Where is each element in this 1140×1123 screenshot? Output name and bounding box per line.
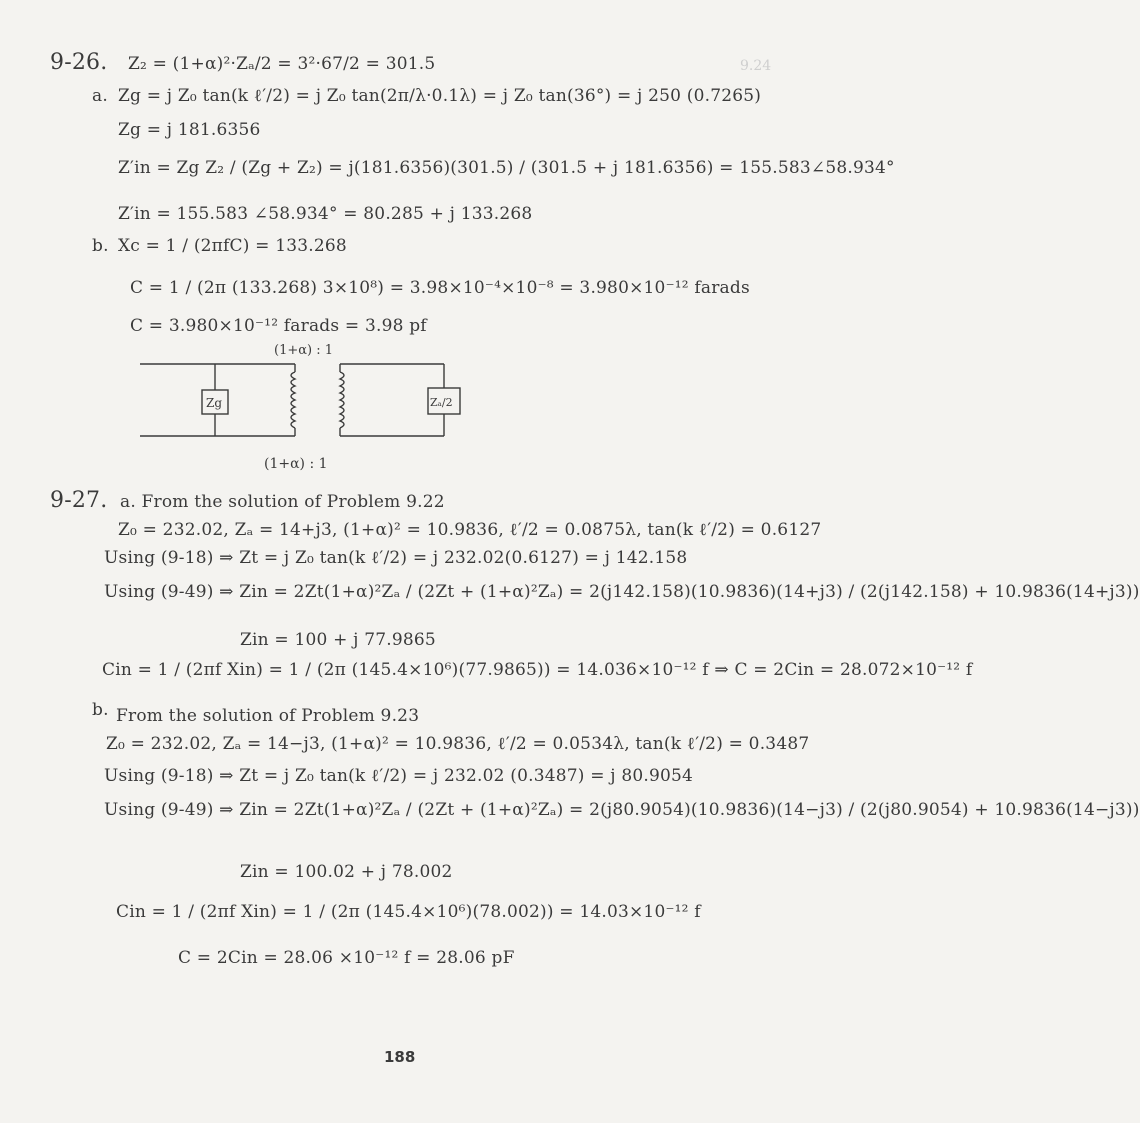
equation-zt-b: Using (9-18) ⇒ Zt = j Z₀ tan(k ℓ′/2) = j 232.02 (0.3487) = j 80.9054 bbox=[104, 766, 694, 786]
turns-ratio-top: (1+α) : 1 bbox=[274, 343, 334, 358]
primary-coil bbox=[291, 372, 295, 428]
transformer-circuit-diagram bbox=[140, 340, 500, 480]
turns-ratio-bottom: (1+α) : 1 bbox=[264, 456, 328, 472]
part-b-label: b. bbox=[92, 236, 109, 256]
part-a-label: a. bbox=[92, 86, 108, 106]
equation-zg: Zg = j Z₀ tan(k ℓ′/2) = j Z₀ tan(2π/λ·0.1λ) = j Z₀ tan(36°) = j 250 (0.7265) bbox=[118, 86, 762, 106]
zg-box-label: Zg bbox=[206, 396, 223, 410]
page-number: 188 bbox=[384, 1048, 416, 1066]
equation-zin-b: Using (9-49) ⇒ Zin = 2Zt(1+α)²Zₐ / (2Zt + (1+α)²Zₐ) = 2(j80.9054)(10.9836)(14−j3) / (2(j80.9054) + 10.9836(14−j3)) bbox=[104, 800, 1140, 820]
equation-cin-b: Cin = 1 / (2πf Xin) = 1 / (2π (145.4×10⁶)(78.002)) = 14.03×10⁻¹² f bbox=[116, 902, 701, 922]
equation-cin-a: Cin = 1 / (2πf Xin) = 1 / (2π (145.4×10⁶)(77.9865)) = 14.036×10⁻¹² f ⇒ C = 2Cin = 28.072×10⁻¹² f bbox=[102, 660, 973, 680]
secondary-coil bbox=[340, 372, 344, 428]
bleed-through-text: 9.24 bbox=[740, 58, 772, 74]
part-b-intro: From the solution of Problem 9.23 bbox=[116, 706, 420, 726]
problem-9-26-label: 9-26. bbox=[50, 50, 108, 75]
equation-zg-value: Zg = j 181.6356 bbox=[118, 120, 261, 140]
equation-c-b-result: C = 2Cin = 28.06 ×10⁻¹² f = 28.06 pF bbox=[178, 948, 515, 968]
equation-zin-a: Using (9-49) ⇒ Zin = 2Zt(1+α)²Zₐ / (2Zt + (1+α)²Zₐ) = 2(j142.158)(10.9836)(14+j3) / (2(j142.158) + 10.9836(14+j3)) bbox=[104, 582, 1140, 602]
equation-zin-b-result: Zin = 100.02 + j 78.002 bbox=[240, 862, 453, 882]
equation-c: C = 1 / (2π (133.268) 3×10⁸) = 3.98×10⁻⁴×10⁻⁸ = 3.980×10⁻¹² farads bbox=[130, 278, 750, 298]
equation-xc: Xc = 1 / (2πfC) = 133.268 bbox=[118, 236, 347, 256]
equation-zt-a: Using (9-18) ⇒ Zt = j Z₀ tan(k ℓ′/2) = j 232.02(0.6127) = j 142.158 bbox=[104, 548, 688, 568]
equation-c-result: C = 3.980×10⁻¹² farads = 3.98 pf bbox=[130, 316, 427, 336]
equation-zin-prime-rect: Z′in = 155.583 ∠58.934° = 80.285 + j 133.268 bbox=[118, 204, 533, 224]
za-half-box-label: Zₐ/2 bbox=[430, 396, 453, 409]
equation-zin-prime: Z′in = Zg Z₂ / (Zg + Z₂) = j(181.6356)(301.5) / (301.5 + j 181.6356) = 155.583∠58.934° bbox=[118, 158, 895, 178]
equation-given-b: Z₀ = 232.02, Zₐ = 14−j3, (1+α)² = 10.9836, ℓ′/2 = 0.0534λ, tan(k ℓ′/2) = 0.3487 bbox=[106, 734, 810, 754]
problem-9-27-label: 9-27. bbox=[50, 488, 108, 513]
equation-z2: Z₂ = (1+α)²·Zₐ/2 = 3²·67/2 = 301.5 bbox=[128, 54, 436, 74]
equation-given-a: Z₀ = 232.02, Zₐ = 14+j3, (1+α)² = 10.9836, ℓ′/2 = 0.0875λ, tan(k ℓ′/2) = 0.6127 bbox=[118, 520, 822, 540]
equation-zin-a-result: Zin = 100 + j 77.9865 bbox=[240, 630, 436, 650]
part-a-intro: a. From the solution of Problem 9.22 bbox=[120, 492, 445, 512]
part-b-label-927: b. bbox=[92, 700, 109, 720]
